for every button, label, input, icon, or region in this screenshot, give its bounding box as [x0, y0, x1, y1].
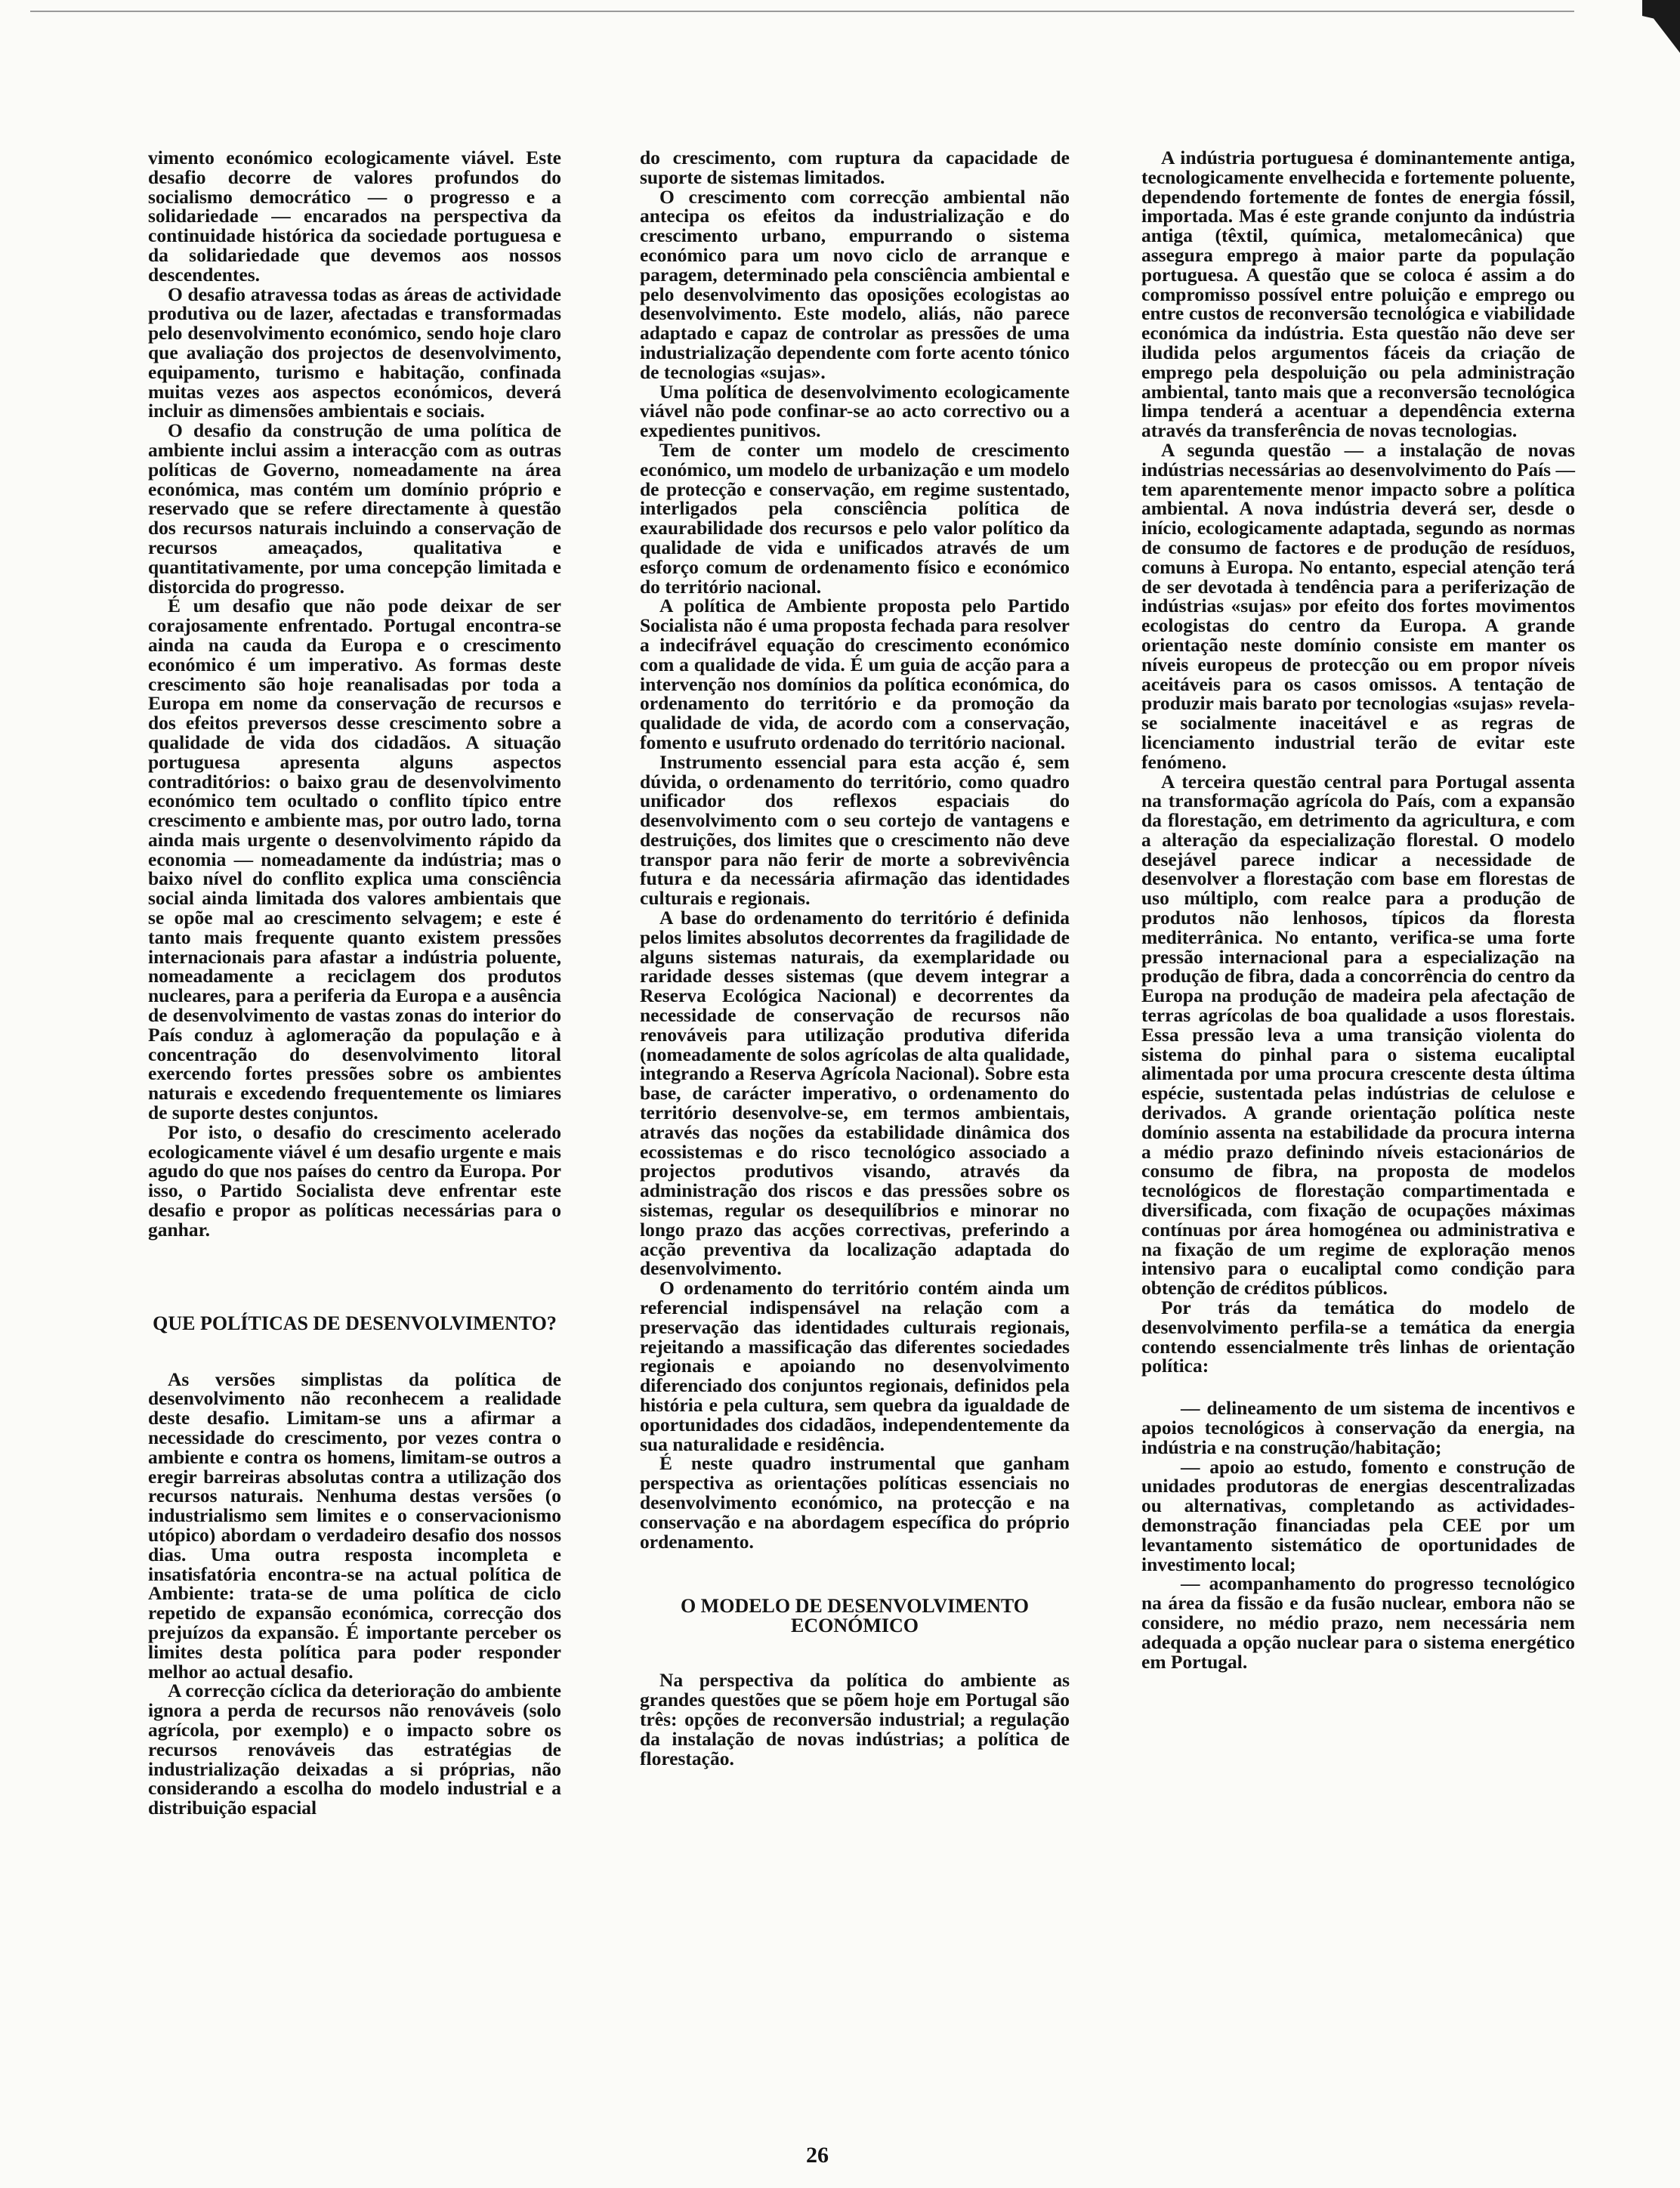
list-item: — apoio ao estudo, fomento e construção de unidades produtoras de energias descentralizadas ou alternativas, completando as actividades-demonstração financiadas pela CEE por um levantamento sistemático de oportunidades de investimento local;	[1141, 1455, 1575, 1575]
section-heading: O MODELO DE DESENVOLVIMENTO ECONÓMICO	[680, 1595, 1030, 1637]
paragraph: O desafio da construção de uma política de ambiente inclui assim a interacção com as outras políticas de Governo, nomeadamente na área económica, mas contém um domínio próprio e reservado que se refere directamente à questão dos recursos naturais incluindo a conservação de recursos ameaçados, qualitativa e quantitativamente, por uma concepção limitada e distorcida do progresso.	[148, 419, 561, 598]
paragraph: A terceira questão central para Portugal assenta na transformação agrícola do País, com a expansão da florestação, em detrimento da agricultura, e com a alteração da especialização florestal. O modelo desejável parece indicar a necessidade de desenvolver a florestação com base em florestas de uso múltiplo, com realce para a produção de produtos não lenhosos, típicos da floresta mediterrânica. No entanto, verifica-se uma forte pressão internacional para a especialização na produção de fibra, dada a concorrência do centro da Europa na produção de madeira pela afectação de terras agrícolas de boa qualidade a usos florestais. Essa pressão leva a uma transição violenta do sistema do pinhal para o sistema eucaliptal alimentada por uma procura crescente desta última espécie, sustentada pelas indústrias de celulose e derivados. A grande orientação política neste domínio assenta na estabilidade da procura interna a médio prazo definindo níveis estacionários de consumo de fibra, na proposta de modelos tecnológicos de florestação compartimentada e diversificada, com fixação de ocupações máximas contínuas por área homogénea ou administrativa e na fixação de um regime de exploração menos intensivo para o eucaliptal como condição para obtenção de créditos públicos.	[1141, 770, 1575, 1300]
paragraph: A política de Ambiente proposta pelo Partido Socialista não é uma proposta fechada para resolver a indecifrável equação do crescimento económico com a qualidade de vida. É um guia de acção para a intervenção nos domínios da política económica, do ordenamento do território e da promoção da qualidade de vida, de acordo com a conservação, fomento e usufruto ordenado do território nacional.	[640, 595, 1070, 753]
paragraph: Tem de conter um modelo de crescimento económico, um modelo de urbanização e um modelo de protecção e conservação, em regime sustentado, interligados pela consciência política de exaurabilidade dos recursos e pelo valor político da qualidade de vida e unificados através de um esforço comum de ordenamento físico e económico do território nacional.	[640, 438, 1070, 598]
paragraph: vimento económico ecologicamente viável. Este desafio decorre de valores profundos do socialismo democrático — o progresso e a solidariedade — encarados na perspectiva da continuidade histórica da sociedade portuguesa e da solidariedade que devemos aos nossos descendentes.	[148, 147, 561, 286]
paragraph: do crescimento, com ruptura da capacidade de suporte de sistemas limitados.	[640, 147, 1070, 188]
column-1	[148, 148, 561, 1818]
page-number: 26	[806, 2143, 829, 2168]
list-item: — delineamento de um sistema de incentivos e apoios tecnológicos à conservação da energia, na indústria e na construção/habitação;	[1141, 1397, 1575, 1458]
list-item: — acompanhamento do progresso tecnológico na área da fissão e da fusão nuclear, embora não se considere, no médio prazo, nem necessária nem adequada a opção nuclear para o sistema energético em Portugal.	[1141, 1572, 1575, 1673]
paragraph: O desafio atravessa todas as áreas de actividade produtiva ou de lazer, afectadas e transformadas pelo desenvolvimento económico, sendo hoje claro que avaliação dos projectos de desenvolvimento, equipamento, turismo e habitação, confinada muitas vezes aos aspectos económicos, deverá incluir as dimensões ambientais e sociais.	[148, 283, 561, 422]
column-3	[1141, 148, 1575, 1671]
paragraph: As versões simplistas da política de desenvolvimento não reconhecem a realidade deste desafio. Limitam-se uns a afirmar a necessidade do crescimento, por vezes contra o ambiente e contra os homens, limitam-se outros a eregir barreiras absolutas contra a utilização dos recursos naturais. Nenhuma destas versões (o industrialismo sem limites e o conservacionismo utópico) abordam o verdadeiro desafio dos nossos dias. Uma outra resposta incompleta e insatisfatória encontra-se na actual política de Ambiente: trata-se de uma política de ciclo repetido de expansão económica, correcção dos prejuízos da expansão. É importante perceber os limites desta política para poder responder melhor ao actual desafio.	[148, 1368, 561, 1683]
top-rule	[30, 11, 1574, 12]
paragraph: O crescimento com correcção ambiental não antecipa os efeitos da industrialização e do crescimento urbano, empurrando o sistema económico para um novo ciclo de arranque e paragem, determinado pela consciência ambiental e pelo desenvolvimento das oposições ecologistas ao desenvolvimento. Este modelo, aliás, não parece adaptado e capaz de controlar as pressões de uma industrialização dependente com forte acento tónico de tecnologias «sujas».	[640, 185, 1070, 383]
paragraph: A correcção cíclica da deterioração do ambiente ignora a perda de recursos não renováveis (solo agrícola, por exemplo) e o impacto sobre os recursos renováveis das estratégias de industrialização deixadas a si próprias, não considerando a escolha do modelo industrial e a distribuição espacial	[148, 1680, 561, 1819]
paragraph: Uma política de desenvolvimento ecologicamente viável não pode confinar-se ao acto correctivo ou a expedientes punitivos.	[640, 380, 1070, 442]
paragraph: A base do ordenamento do território é definida pelos limites absolutos decorrentes da fragilidade de alguns sistemas naturais, da exemplaridade ou raridade desses sistemas (que devem integrar a Reserva Ecológica Nacional) e decorrentes da necessidade de conservação de recursos não renováveis para utilização produtiva diferida (nomeadamente de solos agrícolas de alta qualidade, integrando a Reserva Agrícola Nacional). Sobre esta base, de carácter imperativo, o ordenamento do território desenvolve-se, em termos ambientais, através das noções da estabilidade dinâmica dos ecossistemas e do risco tecnológico associado a projectos produtivos visando, através da administração dos riscos e das pressões sobre os sistemas, regular os desequilíbrios e minorar no longo prazo das acções correctivas, preferindo a acção preventiva da localização adaptada do desenvolvimento.	[640, 907, 1070, 1280]
paragraph: Instrumento essencial para esta acção é, sem dúvida, o ordenamento do território, como quadro unificador dos reflexos espaciais do desenvolvimento com o seu cortejo de vantagens e destruições, dos limites que o crescimento não deve transpor para não ferir de morte a sobrevivência futura e da necessária afirmação das identidades culturais e regionais.	[640, 750, 1070, 910]
paragraph: Por isto, o desafio do crescimento acelerado ecologicamente viável é um desafio urgente e mais agudo do que nos países do centro da Europa. Por isso, o Partido Socialista deve enfrentar este desafio e propor as políticas necessárias para o ganhar.	[148, 1120, 561, 1241]
paragraph: Na perspectiva da política do ambiente as grandes questões que se põem hoje em Portugal são três: opções de reconversão industrial; a regulação da instalação de novas indústrias; a política de florestação.	[640, 1669, 1070, 1769]
paragraph: A segunda questão — a instalação de novas indústrias necessárias ao desenvolvimento do País — tem aparentemente menor impacto sobre a política ambiental. A nova indústria deverá ser, desde o início, ecologicamente adaptada, segundo as normas de consumo de factores e de produção de resíduos, comuns à Europa. No entanto, especial atenção terá de ser devotada à tendência para a periferização de indústrias «sujas» por efeito dos fortes movimentos ecologistas do centro da Europa. A grande orientação neste domínio consiste em manter os níveis europeus de protecção ou em propor níveis aceitáveis para os casos omissos. A tentação de produzir mais barato por tecnologias «sujas» revela-se socialmente inaceitável e as regras de licenciamento industrial terão de evitar este fenómeno.	[1141, 438, 1575, 773]
paragraph: É um desafio que não pode deixar de ser corajosamente enfrentado. Portugal encontra-se ainda na cauda da Europa e o crescimento económico é um imperativo. As formas deste crescimento são hoje reanalisadas por toda a Europa em nome da conservação de recursos e dos efeitos preversos desse crescimento sobre a qualidade de vida dos cidadãos. A situação portuguesa apresenta alguns aspectos contraditórios: o baixo grau de desenvolvimento económico tem ocultado o conflito típico entre crescimento e ambiente mas, por outro lado, torna ainda mais urgente o desenvolvimento rápido da economia — nomeadamente da indústria; mas o baixo nível do conflito explica uma consciência social ainda limitada dos valores ambientais que se opõe mal ao crescimento selvagem; e este é tanto mais frequente quanto existem pressões internacionais para afastar a indústria poluente, nomeadamente a reciclagem dos produtos nucleares, para a periferia da Europa e a ausência de desenvolvimento de vastas zonas do interior do País conduz à aglomeração da população e à concentração do desenvolvimento litoral exercendo fortes pressões sobre os ambientes naturais e excedendo frequentemente os limiares de suporte destes conjuntos.	[148, 595, 561, 1124]
energy-guidelines-list	[1141, 1398, 1575, 1671]
paragraph: Por trás da temática do modelo de desenvolvimento perfila-se a temática da energia contendo essencialmente três linhas de orientação política:	[1141, 1296, 1575, 1377]
paragraph: É neste quadro instrumental que ganham perspectiva as orientações políticas essenciais no desenvolvimento económico, na protecção e na conservação e na abordagem específica do próprio ordenamento.	[640, 1452, 1070, 1553]
section-heading: QUE POLÍTICAS DE DESENVOLVIMENTO?	[153, 1312, 557, 1334]
column-2	[640, 148, 1070, 1768]
paragraph: A indústria portuguesa é dominantemente antiga, tecnologicamente envelhecida e fortemente poluente, dependendo fortemente de fontes de energia fóssil, importada. Mas é este grande conjunto da indústria antiga (têxtil, química, metalomecânica) que assegura emprego à maior parte da população portuguesa. A questão que se coloca é assim a do compromisso possível entre poluição e emprego ou entre custos de reconversão tecnológica e viabilidade económica da indústria. Esta questão não deve ser iludida pelos argumentos fáceis da criação de emprego pela despoluição ou pela administração ambiental, tanto mais que a reconversão tecnológica limpa tenderá a acentuar a dependência externa através da transferência de novas tecnologias.	[1141, 147, 1575, 442]
paragraph: O ordenamento do território contém ainda um referencial indispensável na relação com a preservação das identidades culturais regionais, rejeitando a massificação das diferentes sociedades regionais e apoiando no desenvolvimento diferenciado dos conjuntos regionais, definidos pela história e pela cultura, sem quebra da igualdade de oportunidades dos cidadãos, independentemente da sua naturalidade e residência.	[640, 1277, 1070, 1455]
corner-mark	[1642, 0, 1680, 53]
